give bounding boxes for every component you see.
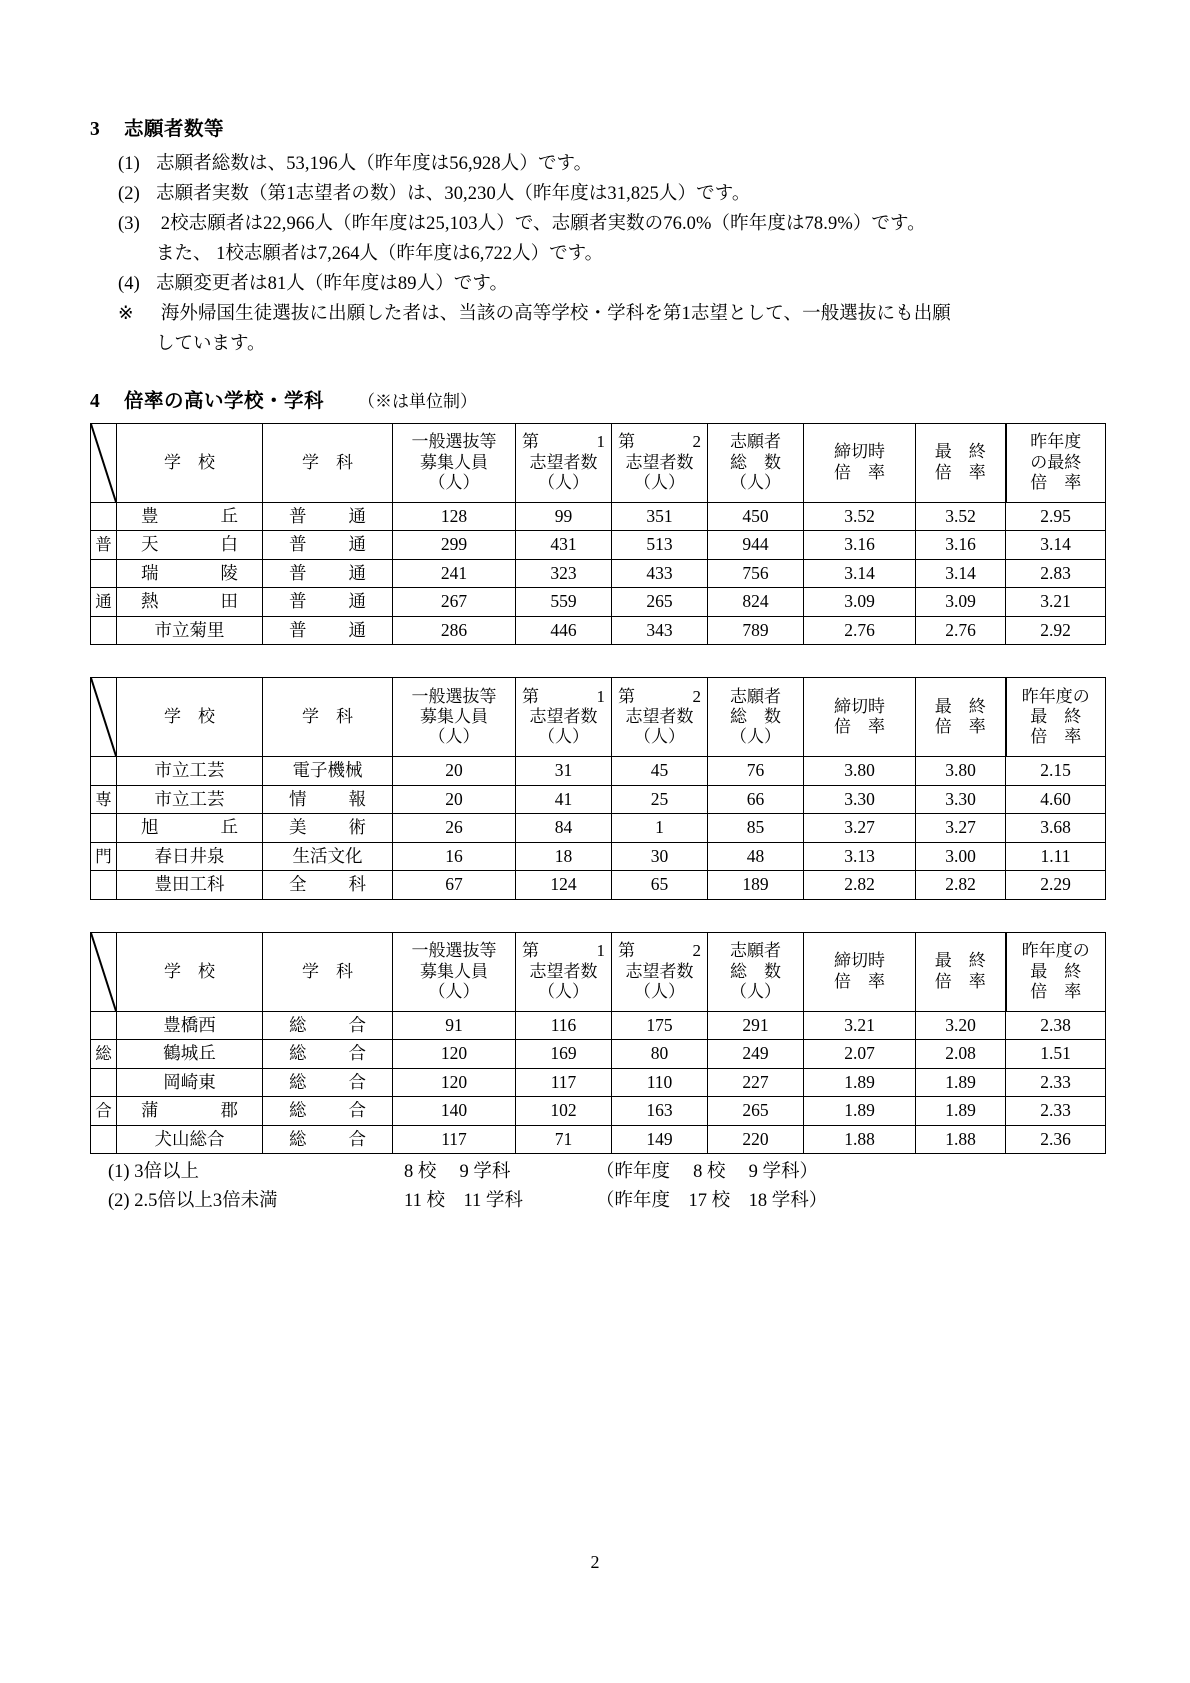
cell-second: 1: [612, 814, 708, 843]
cell-total: 66: [708, 785, 804, 814]
category-cell: [91, 1011, 117, 1040]
cell-quota: 91: [393, 1011, 516, 1040]
cell-quota: 120: [393, 1040, 516, 1069]
cell-first: 559: [516, 588, 612, 617]
rate-table-senmon: [90, 677, 1106, 900]
list-item-marker: (4): [118, 274, 140, 295]
category-cell: 総: [91, 1040, 117, 1069]
cell-deadline-rate: 1.88: [804, 1125, 916, 1154]
cell-final-rate: 1.88: [916, 1125, 1006, 1154]
cell-lastyear-rate: 2.95: [1006, 502, 1106, 531]
category-cell: [91, 1068, 117, 1097]
cell-school: 豊 丘: [117, 502, 263, 531]
cell-quota: 267: [393, 588, 516, 617]
cell-deadline-rate: 2.07: [804, 1040, 916, 1069]
note-continuation: しています。: [156, 334, 266, 355]
cell-second: 25: [612, 785, 708, 814]
cell-department: 総 合: [263, 1040, 393, 1069]
cell-quota: 299: [393, 531, 516, 560]
section3-list: [118, 150, 1100, 360]
cell-final-rate: 2.08: [916, 1040, 1006, 1069]
cell-first: 124: [516, 871, 612, 900]
rate-table-sogo: [90, 932, 1106, 1155]
cell-first: 18: [516, 842, 612, 871]
cell-deadline-rate: 3.80: [804, 757, 916, 786]
cell-department: 美 術: [263, 814, 393, 843]
cell-total: 220: [708, 1125, 804, 1154]
cell-second: 433: [612, 559, 708, 588]
cell-lastyear-rate: 3.14: [1006, 531, 1106, 560]
category-cell: [91, 814, 117, 843]
cell-total: 789: [708, 616, 804, 645]
cell-department: 情 報: [263, 785, 393, 814]
diagonal-line-icon: [91, 933, 116, 1011]
cell-second: 175: [612, 1011, 708, 1040]
cell-department: 普 通: [263, 531, 393, 560]
cell-total: 944: [708, 531, 804, 560]
cell-second: 110: [612, 1068, 708, 1097]
cell-second: 265: [612, 588, 708, 617]
category-cell: 普: [91, 531, 117, 560]
section4-heading: [90, 390, 1100, 414]
summary-row: [108, 1187, 1100, 1216]
header-second-choice: 第 2 志望者数 （人）: [612, 932, 708, 1011]
category-cell: [91, 757, 117, 786]
cell-final-rate: 3.09: [916, 588, 1006, 617]
cell-total: 85: [708, 814, 804, 843]
cell-first: 102: [516, 1097, 612, 1126]
header-school: 学 校: [117, 423, 263, 502]
section3-number: 3: [90, 119, 101, 140]
cell-school: 市立工芸: [117, 785, 263, 814]
cell-second: 513: [612, 531, 708, 560]
cell-department: 総 合: [263, 1068, 393, 1097]
cell-school: 蒲 郡: [117, 1097, 263, 1126]
summary-block: [108, 1158, 1100, 1215]
cell-lastyear-rate: 1.11: [1006, 842, 1106, 871]
cell-department: 総 合: [263, 1125, 393, 1154]
cell-first: 41: [516, 785, 612, 814]
cell-final-rate: 3.00: [916, 842, 1006, 871]
cell-school: 豊橋西: [117, 1011, 263, 1040]
category-cell: [91, 502, 117, 531]
cell-school: 犬山総合: [117, 1125, 263, 1154]
header-first-choice: 第 1 志望者数 （人）: [516, 932, 612, 1011]
table-row: [91, 757, 1106, 786]
note-text: 海外帰国生徒選抜に出願した者は、当該の高等学校・学科を第1志望として、一般選抜にも出願: [156, 304, 951, 325]
cell-deadline-rate: 3.14: [804, 559, 916, 588]
cell-total: 48: [708, 842, 804, 871]
header-lastyear-rate: 昨年度の 最 終 倍 率: [1006, 678, 1106, 757]
cell-final-rate: 2.76: [916, 616, 1006, 645]
list-item: [118, 150, 1100, 180]
header-total: 志願者 総 数 （人）: [708, 932, 804, 1011]
section3-title: 志願者数等: [124, 119, 225, 140]
list-item: [118, 210, 1100, 240]
header-total: 志願者 総 数 （人）: [708, 678, 804, 757]
cell-first: 446: [516, 616, 612, 645]
summary-counts: 8 校 9 学科: [404, 1162, 511, 1183]
section4-note: （※は単位制）: [358, 392, 478, 412]
cell-total: 249: [708, 1040, 804, 1069]
table-header-row: [91, 932, 1106, 1011]
list-item-note: [118, 300, 1100, 330]
spacer: [90, 645, 1100, 675]
summary-label: (2) 2.5倍以上3倍未満: [108, 1190, 278, 1211]
corner-cell: [91, 932, 117, 1011]
cell-lastyear-rate: 1.51: [1006, 1040, 1106, 1069]
cell-quota: 241: [393, 559, 516, 588]
cell-lastyear-rate: 2.33: [1006, 1097, 1106, 1126]
list-item: [118, 270, 1100, 300]
list-item-text: 志願変更者は81人（昨年度は89人）です。: [156, 274, 509, 295]
section4-number: 4: [90, 391, 101, 413]
header-school: 学 校: [117, 932, 263, 1011]
cell-school: 岡崎東: [117, 1068, 263, 1097]
table-row: [91, 842, 1106, 871]
header-deadline-rate: 締切時 倍 率: [804, 423, 916, 502]
cell-quota: 117: [393, 1125, 516, 1154]
header-deadline-rate: 締切時 倍 率: [804, 678, 916, 757]
cell-deadline-rate: 1.89: [804, 1097, 916, 1126]
list-item: [118, 180, 1100, 210]
cell-total: 227: [708, 1068, 804, 1097]
cell-department: 総 合: [263, 1011, 393, 1040]
page-number: 2: [590, 1552, 600, 1572]
cell-lastyear-rate: 2.92: [1006, 616, 1106, 645]
cell-school: 豊田工科: [117, 871, 263, 900]
cell-department: 普 通: [263, 502, 393, 531]
diagonal-line-icon: [91, 424, 116, 502]
cell-school: 春日井泉: [117, 842, 263, 871]
header-final-rate: 最 終 倍 率: [916, 678, 1006, 757]
cell-first: 99: [516, 502, 612, 531]
cell-quota: 128: [393, 502, 516, 531]
header-first-choice: 第 1 志望者数 （人）: [516, 423, 612, 502]
diagonal-line-icon: [91, 678, 116, 756]
table-row: [91, 1040, 1106, 1069]
cell-second: 45: [612, 757, 708, 786]
cell-first: 116: [516, 1011, 612, 1040]
cell-final-rate: 3.27: [916, 814, 1006, 843]
cell-lastyear-rate: 3.21: [1006, 588, 1106, 617]
corner-cell: [91, 678, 117, 757]
cell-school: 瑞 陵: [117, 559, 263, 588]
table-body: [91, 1011, 1106, 1154]
table-header-row: [91, 678, 1106, 757]
table-senmon-wrapper: [90, 677, 1100, 900]
table-row: [91, 559, 1106, 588]
cell-deadline-rate: 3.27: [804, 814, 916, 843]
cell-final-rate: 1.89: [916, 1097, 1006, 1126]
section3-heading: [90, 118, 1100, 142]
list-item-text: 志願者総数は、53,196人（昨年度は56,928人）です。: [156, 154, 593, 175]
cell-department: 全 科: [263, 871, 393, 900]
header-second-choice: 第 2 志望者数 （人）: [612, 423, 708, 502]
cell-school: 熱 田: [117, 588, 263, 617]
category-cell: 専: [91, 785, 117, 814]
cell-second: 30: [612, 842, 708, 871]
cell-lastyear-rate: 3.68: [1006, 814, 1106, 843]
spacer: [90, 360, 1100, 390]
header-department: 学 科: [263, 678, 393, 757]
list-item-marker: (3): [118, 214, 140, 235]
cell-quota: 16: [393, 842, 516, 871]
spacer: [90, 900, 1100, 930]
cell-lastyear-rate: 2.33: [1006, 1068, 1106, 1097]
cell-department: 生活文化: [263, 842, 393, 871]
cell-department: 普 通: [263, 616, 393, 645]
table-row: [91, 531, 1106, 560]
cell-deadline-rate: 3.30: [804, 785, 916, 814]
cell-second: 343: [612, 616, 708, 645]
cell-quota: 20: [393, 785, 516, 814]
table-row: [91, 1011, 1106, 1040]
cell-deadline-rate: 2.82: [804, 871, 916, 900]
cell-department: 電子機械: [263, 757, 393, 786]
cell-first: 84: [516, 814, 612, 843]
cell-first: 431: [516, 531, 612, 560]
cell-final-rate: 3.14: [916, 559, 1006, 588]
cell-total: 76: [708, 757, 804, 786]
cell-final-rate: 3.80: [916, 757, 1006, 786]
cell-first: 71: [516, 1125, 612, 1154]
cell-first: 31: [516, 757, 612, 786]
table-header-row: [91, 423, 1106, 502]
table-row: [91, 588, 1106, 617]
cell-lastyear-rate: 2.38: [1006, 1011, 1106, 1040]
summary-lastyear: （昨年度 8 校 9 学科）: [596, 1162, 819, 1183]
table-sogo-wrapper: [90, 932, 1100, 1155]
table-row: [91, 814, 1106, 843]
cell-quota: 20: [393, 757, 516, 786]
list-item-continuation: また、 1校志願者は7,264人（昨年度は6,722人）です。: [156, 244, 604, 265]
cell-final-rate: 2.82: [916, 871, 1006, 900]
cell-quota: 120: [393, 1068, 516, 1097]
cell-department: 普 通: [263, 559, 393, 588]
category-cell: [91, 871, 117, 900]
header-first-choice: 第 1 志望者数 （人）: [516, 678, 612, 757]
list-item-text: 志願者実数（第1志望者の数）は、30,230人（昨年度は31,825人）です。: [156, 184, 751, 205]
cell-quota: 26: [393, 814, 516, 843]
cell-lastyear-rate: 4.60: [1006, 785, 1106, 814]
cell-first: 169: [516, 1040, 612, 1069]
category-cell: [91, 559, 117, 588]
table-body: [91, 757, 1106, 900]
table-row: [91, 1068, 1106, 1097]
cell-lastyear-rate: 2.15: [1006, 757, 1106, 786]
cell-deadline-rate: 3.21: [804, 1011, 916, 1040]
category-cell: [91, 616, 117, 645]
cell-total: 189: [708, 871, 804, 900]
summary-label: (1) 3倍以上: [108, 1162, 199, 1183]
cell-second: 163: [612, 1097, 708, 1126]
note-marker: ※: [118, 304, 134, 325]
list-item-text: 2校志願者は22,966人（昨年度は25,103人）で、志願者実数の76.0%（昨年度は78.9%）です。: [156, 214, 926, 235]
table-futsuu-wrapper: [90, 423, 1100, 646]
category-cell: 合: [91, 1097, 117, 1126]
cell-first: 117: [516, 1068, 612, 1097]
cell-second: 80: [612, 1040, 708, 1069]
cell-deadline-rate: 3.52: [804, 502, 916, 531]
table-row: [91, 1097, 1106, 1126]
cell-lastyear-rate: 2.29: [1006, 871, 1106, 900]
table-row: [91, 785, 1106, 814]
header-total: 志願者 総 数 （人）: [708, 423, 804, 502]
cell-total: 291: [708, 1011, 804, 1040]
header-quota: 一般選抜等 募集人員 （人）: [393, 932, 516, 1011]
cell-final-rate: 3.52: [916, 502, 1006, 531]
summary-counts: 11 校 11 学科: [404, 1190, 523, 1211]
header-department: 学 科: [263, 423, 393, 502]
list-item-marker: (2): [118, 184, 140, 205]
cell-final-rate: 1.89: [916, 1068, 1006, 1097]
corner-cell: [91, 423, 117, 502]
cell-quota: 140: [393, 1097, 516, 1126]
cell-school: 天 白: [117, 531, 263, 560]
cell-total: 756: [708, 559, 804, 588]
summary-lastyear: （昨年度 17 校 18 学科）: [596, 1190, 828, 1211]
section4-title: 倍率の高い学校・学科: [124, 391, 325, 413]
cell-deadline-rate: 3.09: [804, 588, 916, 617]
cell-school: 旭 丘: [117, 814, 263, 843]
cell-final-rate: 3.16: [916, 531, 1006, 560]
cell-deadline-rate: 3.13: [804, 842, 916, 871]
cell-school: 鶴城丘: [117, 1040, 263, 1069]
table-row: [91, 871, 1106, 900]
header-quota: 一般選抜等 募集人員 （人）: [393, 423, 516, 502]
summary-row: [108, 1158, 1100, 1187]
category-cell: 通: [91, 588, 117, 617]
cell-second: 65: [612, 871, 708, 900]
cell-final-rate: 3.20: [916, 1011, 1006, 1040]
cell-deadline-rate: 2.76: [804, 616, 916, 645]
cell-lastyear-rate: 2.36: [1006, 1125, 1106, 1154]
table-body: [91, 502, 1106, 645]
cell-total: 450: [708, 502, 804, 531]
cell-final-rate: 3.30: [916, 785, 1006, 814]
cell-total: 265: [708, 1097, 804, 1126]
header-quota: 一般選抜等 募集人員 （人）: [393, 678, 516, 757]
cell-school: 市立工芸: [117, 757, 263, 786]
cell-quota: 286: [393, 616, 516, 645]
table-row: [91, 1125, 1106, 1154]
header-department: 学 科: [263, 932, 393, 1011]
cell-second: 149: [612, 1125, 708, 1154]
cell-school: 市立菊里: [117, 616, 263, 645]
category-cell: 門: [91, 842, 117, 871]
table-row: [91, 616, 1106, 645]
cell-deadline-rate: 1.89: [804, 1068, 916, 1097]
header-second-choice: 第 2 志望者数 （人）: [612, 678, 708, 757]
header-deadline-rate: 締切時 倍 率: [804, 932, 916, 1011]
cell-second: 351: [612, 502, 708, 531]
cell-department: 普 通: [263, 588, 393, 617]
cell-first: 323: [516, 559, 612, 588]
category-cell: [91, 1125, 117, 1154]
header-final-rate: 最 終 倍 率: [916, 932, 1006, 1011]
cell-deadline-rate: 3.16: [804, 531, 916, 560]
cell-lastyear-rate: 2.83: [1006, 559, 1106, 588]
cell-department: 総 合: [263, 1097, 393, 1126]
header-school: 学 校: [117, 678, 263, 757]
header-lastyear-rate: 昨年度 の最終 倍 率: [1006, 423, 1106, 502]
rate-table-futsuu: [90, 423, 1106, 646]
header-final-rate: 最 終 倍 率: [916, 423, 1006, 502]
table-row: [91, 502, 1106, 531]
header-lastyear-rate: 昨年度の 最 終 倍 率: [1006, 932, 1106, 1011]
cell-quota: 67: [393, 871, 516, 900]
cell-total: 824: [708, 588, 804, 617]
list-item-marker: (1): [118, 154, 140, 175]
